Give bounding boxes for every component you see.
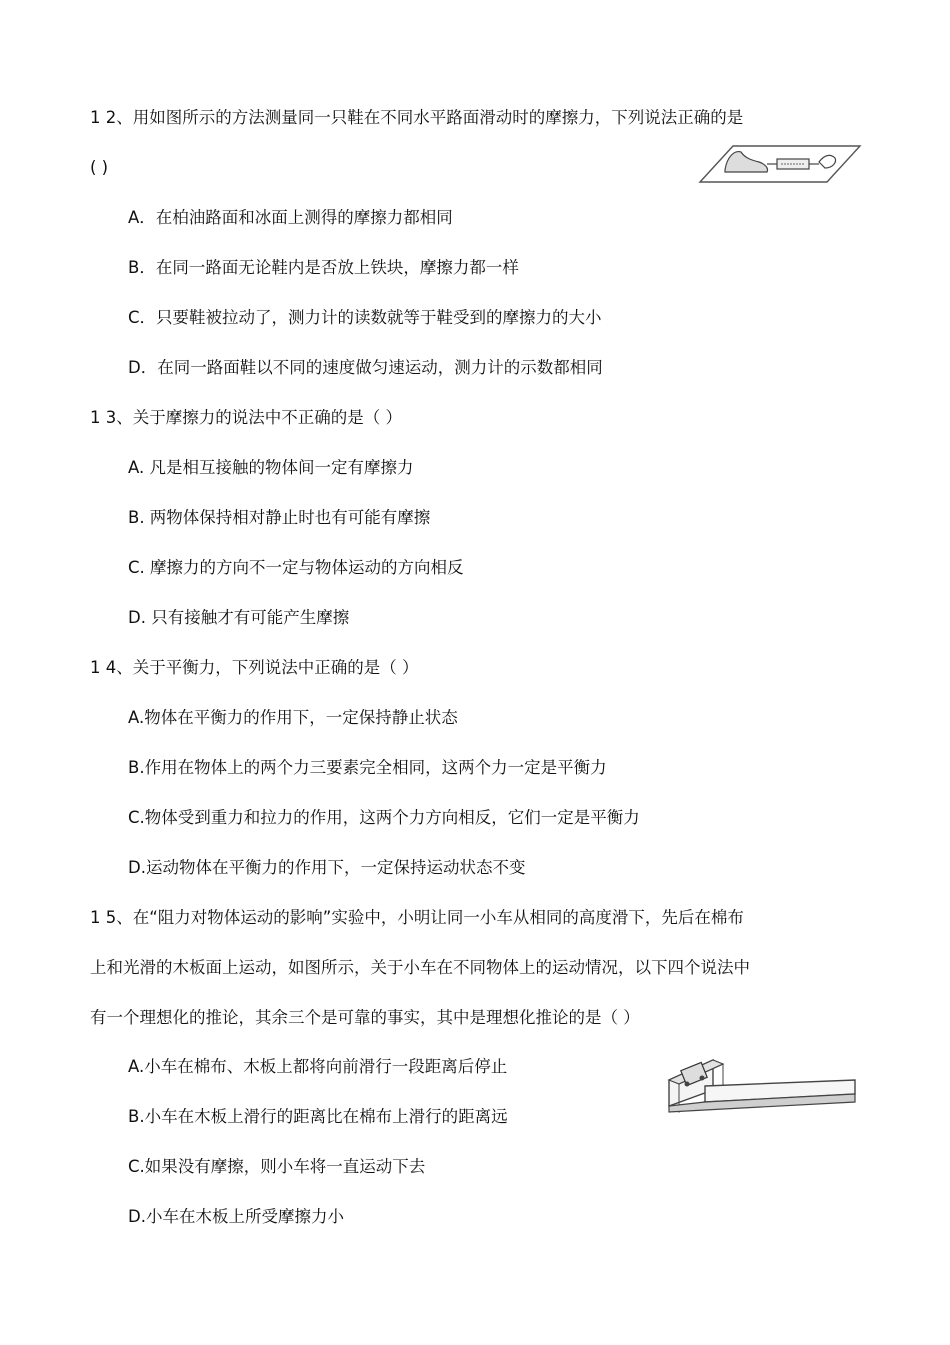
q13-stem: 1 3、关于摩擦力的说法中不正确的是（ ）	[90, 408, 402, 427]
q13-option-a: A. 凡是相互接触的物体间一定有摩擦力	[128, 458, 414, 477]
q14-option-d: D.运动物体在平衡力的作用下，一定保持运动状态不变	[128, 858, 526, 877]
cart-ramp-board-figure	[665, 1050, 860, 1115]
q13-option-c: C. 摩擦力的方向不一定与物体运动的方向相反	[128, 558, 464, 577]
q12-option-d: D．在同一路面鞋以不同的速度做匀速运动，测力计的示数都相同	[128, 358, 603, 377]
q12-answer-bracket: ( )	[90, 158, 109, 177]
q15-option-a: A.小车在棉布、木板上都将向前滑行一段距离后停止	[128, 1057, 508, 1076]
q13-option-d: D. 只有接触才有可能产生摩擦	[128, 608, 350, 627]
q15-stem-line-2: 上和光滑的木板面上运动，如图所示，关于小车在不同物体上的运动情况，以下四个说法中	[90, 958, 750, 977]
q12-option-a: A．在柏油路面和冰面上测得的摩擦力都相同	[128, 208, 453, 227]
q13-option-b: B. 两物体保持相对静止时也有可能有摩擦	[128, 508, 431, 527]
q14-option-b: B.作用在物体上的两个力三要素完全相同，这两个力一定是平衡力	[128, 758, 607, 777]
q12-option-b: B．在同一路面无论鞋内是否放上铁块，摩擦力都一样	[128, 258, 519, 277]
q15-stem-line-1: 1 5、在“阻力对物体运动的影响”实验中，小明让同一小车从相同的高度滑下，先后在棉布	[90, 908, 744, 927]
shoe-spring-scale-figure	[695, 140, 865, 188]
q15-stem-line-3: 有一个理想化的推论，其余三个是可靠的事实，其中是理想化推论的是（ ）	[90, 1008, 640, 1027]
q12-option-c: C．只要鞋被拉动了，测力计的读数就等于鞋受到的摩擦力的大小	[128, 308, 602, 327]
q15-option-c: C.如果没有摩擦，则小车将一直运动下去	[128, 1157, 426, 1176]
q15-option-b: B.小车在木板上滑行的距离比在棉布上滑行的距离远	[128, 1107, 508, 1126]
q15-option-d: D.小车在木板上所受摩擦力小	[128, 1207, 344, 1226]
q14-option-c: C.物体受到重力和拉力的作用，这两个力方向相反，它们一定是平衡力	[128, 808, 640, 827]
q14-option-a: A.物体在平衡力的作用下，一定保持静止状态	[128, 708, 458, 727]
q12-stem: 1 2、用如图所示的方法测量同一只鞋在不同水平路面滑动时的摩擦力，下列说法正确的是	[90, 108, 744, 127]
q14-stem: 1 4、关于平衡力，下列说法中正确的是（ ）	[90, 658, 419, 677]
